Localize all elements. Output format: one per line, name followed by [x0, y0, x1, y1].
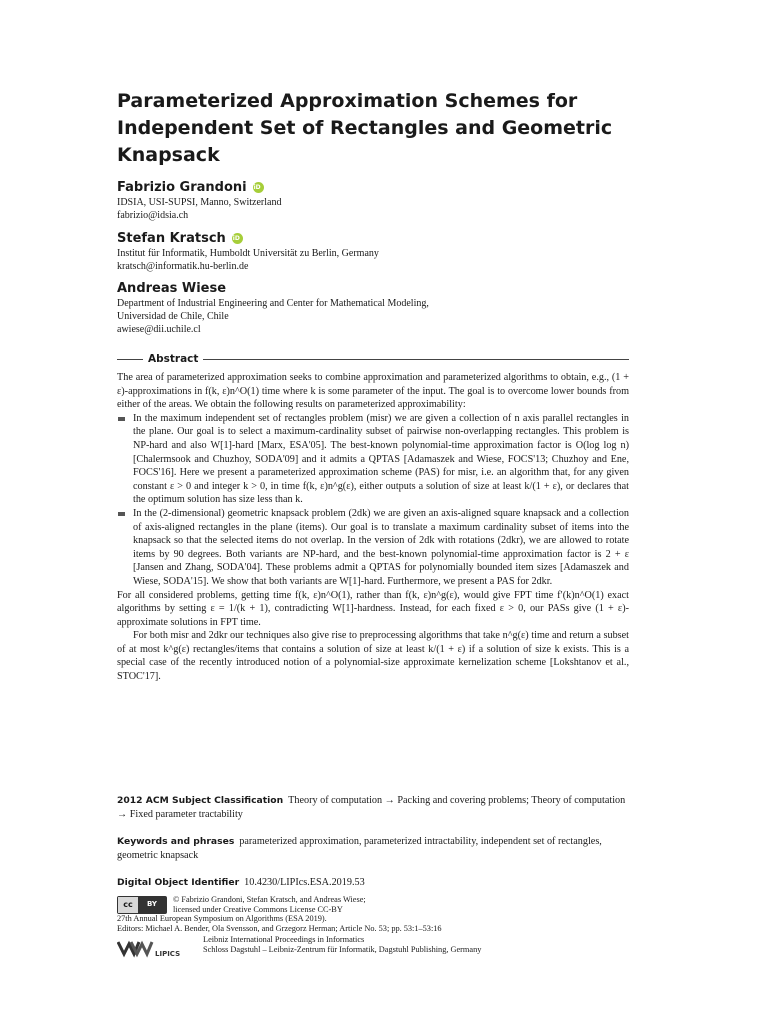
author-name: Andreas Wiese — [117, 281, 227, 296]
doi — [117, 876, 629, 890]
rule-divider — [117, 359, 143, 360]
author-email[interactable]: awiese@dii.uchile.cl — [117, 324, 201, 335]
bullet-text: In the (2-dimensional) geometric knapsack problem (2dk) we are given an axis-aligned square knapsack and a collection of axis-aligned rectangles in the plane (items). Our goal is to translate a maximum cardinality subset of items into the knapsack so that the selected items do not overlap. In the version of 2dk with rotations (2dkr), we are allowed to rotate items by 90 degrees. Both variants are NP-hard, and the best-known polynomial-time approximation factor is 2 + ε [Jansen and Zhang, SODA'04]. These problems admit a QPTAS for polynomially bounded item sizes [Adamaszek and Wiese, SODA'15]. We show that both variants are W[1]-hard. Furthermore, we present a PAS for 2dkr. — [133, 507, 629, 587]
paper-title: Parameterized Approximation Schemes for Independent Set of Rectangles and Geometric Knapsack — [117, 90, 613, 166]
author-email[interactable]: fabrizio@idsia.ch — [117, 210, 189, 221]
cc-icon: cc — [118, 897, 138, 913]
abstract-bullet-1 — [117, 412, 629, 507]
author-affiliation: Institut für Informatik, Humboldt Universität zu Berlin, Germany — [117, 248, 379, 259]
lipics-logo — [117, 938, 197, 960]
author-name: Stefan Kratsch — [117, 231, 226, 246]
cc-by-logo[interactable] — [117, 896, 167, 914]
author-block-3 — [117, 280, 629, 336]
keywords — [117, 835, 629, 862]
acm-text: Theory of computation → Packing and covering problems; Theory of computation → Fixed parameter tractability — [117, 795, 626, 820]
abstract-bullet-2 — [117, 507, 629, 589]
abstract-label: Abstract — [148, 353, 199, 365]
author-email[interactable]: kratsch@informatik.hu-berlin.de — [117, 261, 249, 272]
abstract-paragraph-3: For both misr and 2dkr our techniques also give rise to preprocessing algorithms that take n^g(ε) time and return a subset of at most k^g(ε) rectangles/items that contains a solution of size at least k/(1 + ε) if a solution of size k exists. This is a special case of the recently introduced notion of a polynomial-size approximate kernelization scheme [Lokshtanov et al., STOC'17]. — [117, 630, 629, 683]
publisher-line: Schloss Dagstuhl – Leibniz-Zentrum für Informatik, Dagstuhl Publishing, Germany — [203, 944, 482, 954]
orcid-icon[interactable] — [232, 233, 243, 244]
author-name: Fabrizio Grandoni — [117, 180, 247, 195]
doi-link[interactable]: 10.4230/LIPIcs.ESA.2019.53 — [244, 877, 365, 888]
copyright-line: © Fabrizio Grandoni, Stefan Kratsch, and Andreas Wiese; — [173, 895, 366, 904]
acm-classification — [117, 794, 629, 821]
abstract-intro: The area of parameterized approximation seeks to combine approximation and parameterized algorithms to obtain, e.g., (1 + ε)-approximations in f(k, ε)n^O(1) time where k is some parameter of the input. The goal is to overcome lower bounds from either of the areas. We obtain the following results on parameterized approximability: — [117, 372, 629, 411]
author-affiliation: IDSIA, USI-SUPSI, Manno, Switzerland — [117, 197, 282, 208]
abstract-heading — [117, 352, 629, 366]
lipics-logo-text: LIPICS — [155, 950, 181, 958]
author-affiliation-2: Universidad de Chile, Chile — [117, 311, 229, 322]
abstract-paragraph-2: For all considered problems, getting time f(k, ε)n^O(1), rather than f(k, ε)n^g(ε), would give FPT time f′(k)n^O(1) exact algorithms by setting ε = 1/(k + 1), contradicting W[1]-hardness. Instead, for each fixed ε > 0, our PASs give (1 + ε)-approximate solutions in FPT time. — [117, 589, 629, 628]
acm-label: 2012 ACM Subject Classification — [117, 795, 284, 806]
abstract-body — [117, 371, 629, 684]
by-icon: BY — [138, 897, 166, 913]
license-line[interactable]: licensed under Creative Commons License CC-BY — [173, 904, 343, 914]
author-affiliation: Department of Industrial Engineering and Center for Mathematical Modeling, — [117, 298, 429, 309]
license-footer — [117, 895, 629, 958]
venue-line: 27th Annual European Symposium on Algorithms (ESA 2019). — [117, 914, 327, 924]
bullet-icon — [118, 417, 125, 421]
orcid-icon[interactable] — [253, 182, 264, 193]
keywords-label: Keywords and phrases — [117, 836, 235, 847]
bullet-icon — [118, 512, 125, 516]
author-block-2 — [117, 230, 629, 273]
editors-line: Editors: Michael A. Bender, Ola Svensson, and Grzegorz Herman; Article No. 53; pp. 53:1–53:16 — [117, 923, 442, 933]
author-block-1 — [117, 179, 629, 222]
keywords-text: parameterized approximation, parameterized intractability, independent set of rectangles, geometric knapsack — [117, 836, 602, 861]
doi-label: Digital Object Identifier — [117, 877, 240, 888]
rule-divider — [203, 359, 629, 360]
series-line: Leibniz International Proceedings in Informatics — [203, 935, 365, 945]
bullet-text: In the maximum independent set of rectangles problem (misr) we are given a collection of n axis parallel rectangles in the plane. Our goal is to select a maximum-cardinality subset of pairwise non-overlapping rectangles. This problem is NP-hard and also W[1]-hard [Marx, ESA'05]. The best-known polynomial-time approximation factor is O(log log n) [Chalermsook and Chuzhoy, SODA'09] and it admits a QPTAS [Adamaszek and Wiese, FOCS'13; Chuzhoy and Ene, FOCS'16]. Here we present a parameterized approximation scheme (PAS) for misr, i.e. an algorithm that, for any given constant ε > 0 and integer k > 0, in time f(k, ε)n^g(ε), either outputs a solution of size at least k/(1 + ε), or declares that the optimum solution has size less than k. — [133, 412, 629, 506]
